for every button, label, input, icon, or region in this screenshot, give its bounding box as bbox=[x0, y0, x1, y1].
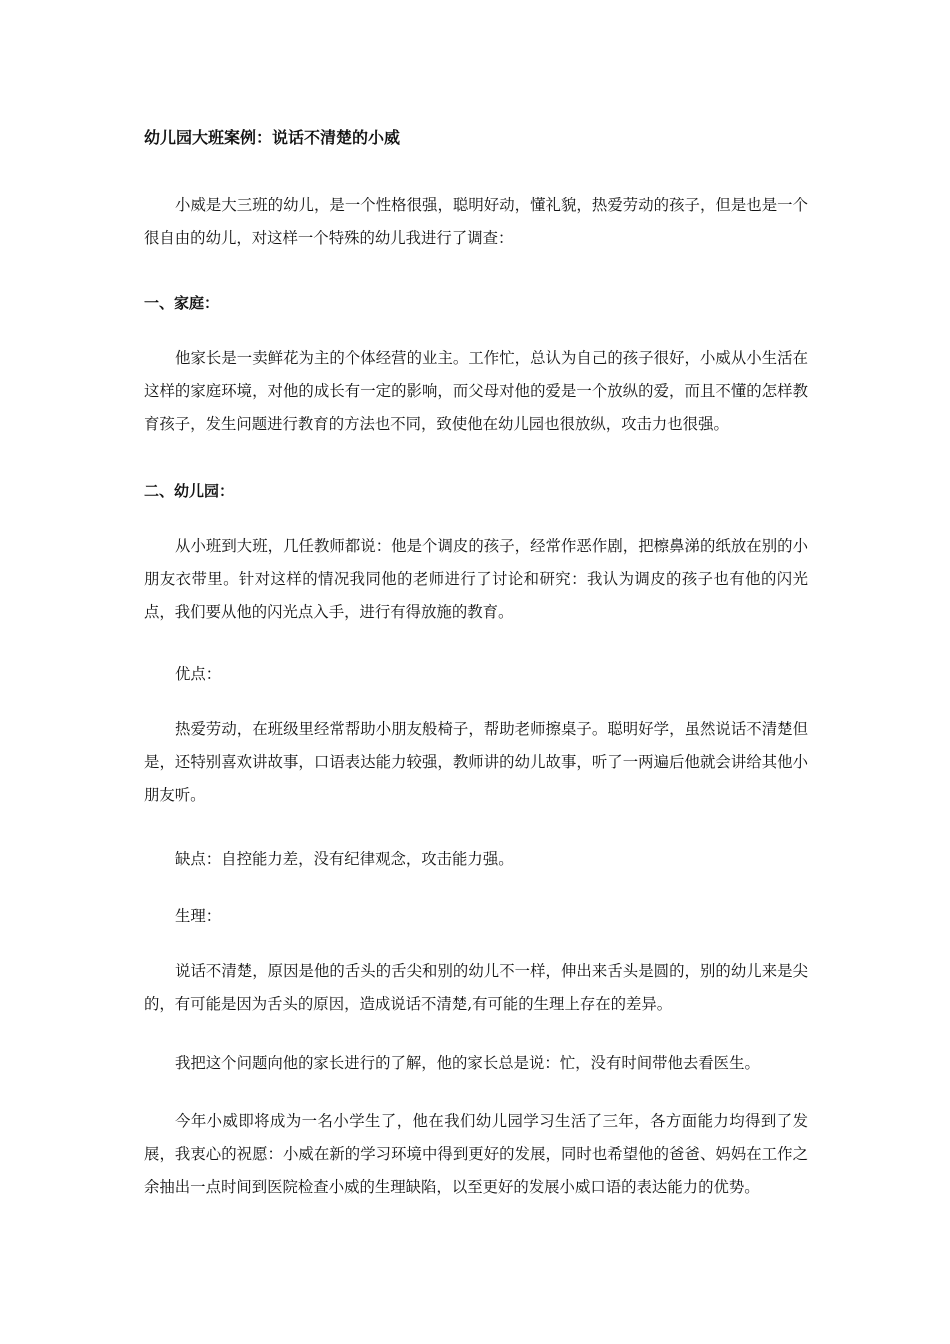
physiology-label: 生理： bbox=[175, 907, 222, 925]
kindergarten-paragraph: 从小班到大班，几任教师都说：他是个调皮的孩子，经常作恶作剧，把檫鼻涕的纸放在别的小朋友衣带里。针对这样的情况我同他的老师进行了讨论和研究：我认为调皮的孩子也有他的闪光点，我们要从他的闪光点入手，进行有得放施的教育。 bbox=[144, 537, 808, 621]
physiology-paragraph: 说话不清楚，原因是他的舌头的舌尖和别的幼儿不一样，伸出来舌头是圆的，别的幼儿来是尖的，有可能是因为舌头的原因，造成说话不清楚,有可能的生理上存在的差异。 bbox=[144, 962, 808, 1013]
document-title: 幼儿园大班案例：说话不清楚的小威 bbox=[144, 128, 401, 147]
intro-paragraph: 小威是大三班的幼儿，是一个性格很强，聪明好动，懂礼貌，热爱劳动的孩子，但是也是一个很自由的幼儿，对这样一个特殊的幼儿我进行了调查： bbox=[144, 196, 808, 247]
family-paragraph: 他家长是一卖鲜花为主的个体经营的业主。工作忙，总认为自己的孩子很好，小威从小生活在这样的家庭环境，对他的成长有一定的影响，而父母对他的爱是一个放纵的爱，而且不懂的怎样教育孩子，发生问题进行教育的方法也不同，致使他在幼儿园也很放纵，攻击力也很强。 bbox=[144, 349, 808, 433]
weaknesses-paragraph: 缺点：自控能力差，没有纪律观念，攻击能力强。 bbox=[175, 850, 514, 868]
section-heading-kindergarten: 二、幼儿园： bbox=[144, 482, 235, 500]
strengths-label: 优点： bbox=[175, 665, 222, 683]
conclusion-paragraph: 今年小威即将成为一名小学生了，他在我们幼儿园学习生活了三年，各方面能力均得到了发展，我衷心的祝愿：小威在新的学习环境中得到更好的发展，同时也希望他的爸爸、妈妈在工作之余抽出一点时间到医院检查小威的生理缺陷，以至更好的发展小威口语的表达能力的优势。 bbox=[144, 1112, 808, 1196]
strengths-paragraph: 热爱劳动，在班级里经常帮助小朋友般椅子，帮助老师擦桌子。聪明好学，虽然说话不清楚但是，还特别喜欢讲故事，口语表达能力较强，教师讲的幼儿故事，听了一两遍后他就会讲给其他小朋友听。 bbox=[144, 720, 808, 804]
parent-note-paragraph: 我把这个问题向他的家长进行的了解，他的家长总是说：忙，没有时间带他去看医生。 bbox=[175, 1054, 760, 1072]
section-heading-family: 一、家庭： bbox=[144, 294, 220, 312]
